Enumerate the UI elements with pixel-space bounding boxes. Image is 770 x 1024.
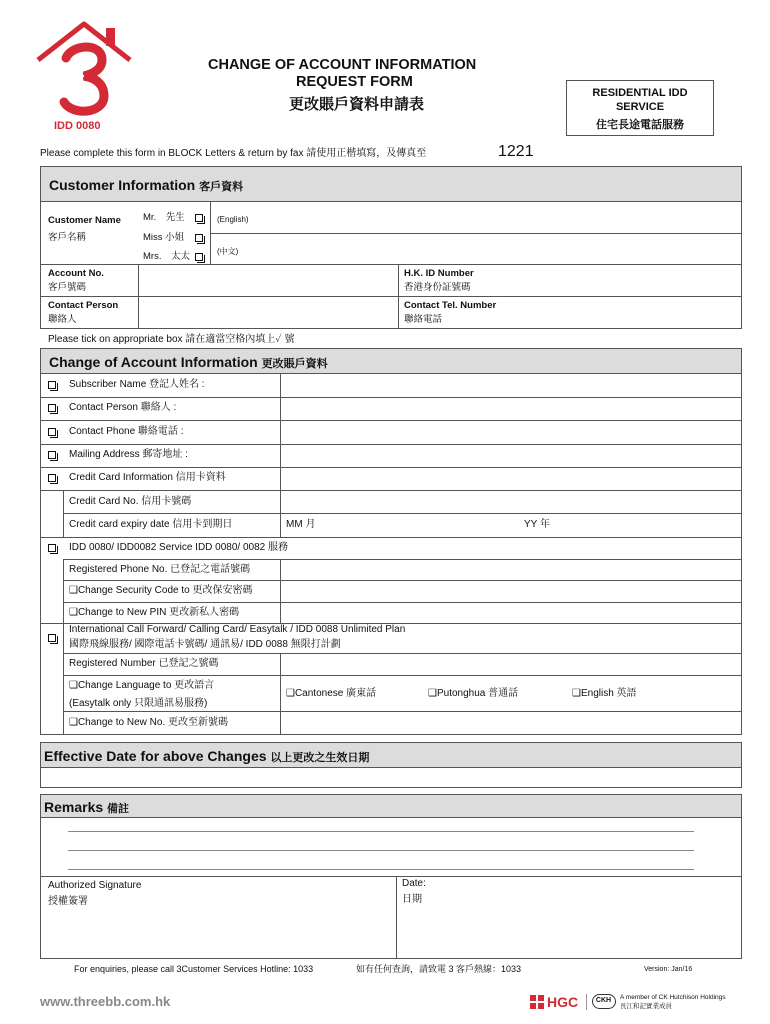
remarks-title-cn: 備註 xyxy=(107,803,130,815)
credit-card-no-field[interactable] xyxy=(281,491,741,512)
change-contact-person-label: Contact Person 聯絡人 : xyxy=(69,402,177,413)
expiry-year-field[interactable] xyxy=(556,514,740,536)
subscriber-name-label: Subscriber Name 登記人姓名 : xyxy=(69,379,205,390)
contact-tel-label: Contact Tel. Number xyxy=(404,300,497,311)
three-logo xyxy=(34,18,134,136)
form-title-cn: 更改賬戶資料申請表 xyxy=(289,96,425,113)
change-info-title: Change of Account Information xyxy=(49,354,258,370)
name-chinese-field-label: (中文) xyxy=(217,247,239,256)
service-label-en-2: SERVICE xyxy=(615,101,665,113)
ck-member-line2: 長江和記實業成員 xyxy=(620,1003,672,1010)
credit-card-info-label: Credit Card Information 信用卡資料 xyxy=(69,472,226,483)
tick-note: Please tick on appropriate box 請在適當空格內填上✓ 號 xyxy=(48,334,295,345)
fax-number: 1221 xyxy=(498,143,534,160)
effective-date-title-cn: 以上更改之生效日期 xyxy=(270,752,370,764)
date-label-cn: 日期 xyxy=(402,894,422,905)
expiry-month-label: MM 月 xyxy=(286,519,316,530)
remarks-title: Remarks xyxy=(44,799,104,815)
registered-phone-label: Registered Phone No. 已登記之電話號碼 xyxy=(69,564,251,575)
language-english-option[interactable]: ❑English 英語 xyxy=(572,688,637,699)
credit-card-no-label: Credit Card No. 信用卡號碼 xyxy=(69,496,192,507)
logo-brand-text: IDD 0080 xyxy=(54,120,101,132)
enquiry-hotline: For enquiries, please call 3Customer Services Hotline: 1033 xyxy=(74,964,314,974)
contact-phone-checkbox[interactable] xyxy=(48,428,56,436)
title-miss-label: Miss 小姐 xyxy=(143,232,185,243)
contact-phone-field[interactable] xyxy=(281,421,741,443)
intl-call-label-cn: 國際飛線服務/ 國際電話卡號碼/ 通訊易/ IDD 0088 無限打計劃 xyxy=(69,639,341,650)
customer-info-title-cn: 客戶資料 xyxy=(199,181,244,193)
language-cantonese-option[interactable]: ❑Cantonese 廣東話 xyxy=(286,688,377,699)
contact-person-label: Contact Person xyxy=(48,300,119,311)
new-number-option[interactable]: ❑Change to New No. 更改至新號碼 xyxy=(69,717,229,728)
registered-number-label: Registered Number 已登記之號碼 xyxy=(69,658,219,669)
ck-member-line1: A member of CK Hutchison Holdings xyxy=(620,994,726,1001)
customer-name-label: Customer Name xyxy=(48,215,121,226)
idd-service-label: IDD 0080/ IDD0082 Service IDD 0080/ 0082 服務 xyxy=(69,542,288,553)
subscriber-name-checkbox[interactable] xyxy=(48,381,56,389)
credit-expiry-label: Credit card expiry date 信用卡到期日 xyxy=(69,519,233,530)
change-info-title-cn: 更改賬戶資料 xyxy=(261,358,328,370)
subscriber-name-field[interactable] xyxy=(281,374,741,396)
contact-person-field[interactable] xyxy=(139,297,397,328)
change-info-header xyxy=(40,348,742,374)
expiry-month-field[interactable] xyxy=(320,514,510,536)
contact-person-label-cn: 聯絡人 xyxy=(48,314,77,325)
enquiry-hotline-cn: 如有任何查詢，請致電 3 客戶熱線：1033 xyxy=(356,964,522,974)
title-mr-label: Mr. 先生 xyxy=(143,212,185,223)
hkid-label-cn: 香港身份証號碼 xyxy=(404,282,471,293)
customer-info-header xyxy=(40,166,742,202)
intl-call-label-en: International Call Forward/ Calling Card/ Easytalk / IDD 0088 Unlimited Plan xyxy=(69,624,406,635)
remarks-line-3[interactable] xyxy=(68,869,694,870)
account-no-label-cn: 客戶號碼 xyxy=(48,282,87,293)
security-code-option[interactable]: ❑Change Security Code to 更改保安密碼 xyxy=(69,585,253,596)
remarks-line-2[interactable] xyxy=(68,850,694,851)
name-chinese-field[interactable] xyxy=(211,234,741,263)
signature-label: Authorized Signature xyxy=(48,880,142,891)
registered-phone-field[interactable] xyxy=(281,560,741,579)
signature-field[interactable] xyxy=(41,877,395,958)
change-language-option[interactable]: ❑Change Language to 更改語言 xyxy=(69,680,215,691)
contact-tel-label-cn: 聯絡電話 xyxy=(404,314,443,325)
account-no-label: Account No. xyxy=(48,268,104,279)
fill-instruction: Please complete this form in BLOCK Letters & return by fax 請使用正楷填寫，及傳真至 xyxy=(40,148,427,159)
new-pin-field[interactable] xyxy=(281,603,741,622)
new-pin-option[interactable]: ❑Change to New PIN 更改新私人密碼 xyxy=(69,607,240,618)
customer-info-title: Customer Information xyxy=(49,177,196,193)
hgc-logo xyxy=(530,993,586,1011)
hkid-label: H.K. ID Number xyxy=(404,268,474,279)
change-contact-person-field[interactable] xyxy=(281,398,741,419)
contact-person-checkbox[interactable] xyxy=(48,404,56,412)
hgc-logo-icon xyxy=(530,995,544,1009)
form-title-line1: CHANGE OF ACCOUNT INFORMATION xyxy=(208,57,477,73)
website-link[interactable]: www.threebb.com.hk xyxy=(40,994,171,1009)
security-code-field[interactable] xyxy=(281,581,741,601)
remarks-line-1[interactable] xyxy=(68,831,694,832)
hgc-logo-text: HGC xyxy=(547,994,579,1010)
customer-name-label-cn: 客戶名稱 xyxy=(48,232,87,243)
name-english-field-label: (English) xyxy=(217,215,249,224)
three-logo-mark xyxy=(34,18,134,118)
mailing-address-label: Mailing Address 郵寄地址 : xyxy=(69,449,188,460)
registered-number-field[interactable] xyxy=(281,654,741,674)
name-english-field[interactable] xyxy=(211,202,741,232)
form-title-line2: REQUEST FORM xyxy=(296,74,413,90)
idd-service-checkbox[interactable] xyxy=(48,544,56,552)
title-mrs-label: Mrs. 太太 xyxy=(143,251,190,262)
service-label-en-1: RESIDENTIAL IDD xyxy=(592,87,688,99)
contact-phone-label: Contact Phone 聯絡電話 : xyxy=(69,426,184,437)
signature-label-cn: 授權簽署 xyxy=(48,896,88,907)
effective-date-field[interactable] xyxy=(40,767,742,788)
date-label: Date: xyxy=(402,878,426,889)
account-no-field[interactable] xyxy=(139,265,397,295)
remarks-header xyxy=(40,794,742,818)
service-label-cn: 住宅長途電話服務 xyxy=(596,119,684,131)
effective-date-title: Effective Date for above Changes xyxy=(44,748,267,764)
mailing-address-field[interactable] xyxy=(281,445,741,466)
language-putonghua-option[interactable]: ❑Putonghua 普通話 xyxy=(428,688,519,699)
expiry-year-label: YY 年 xyxy=(524,519,550,530)
date-field[interactable] xyxy=(397,877,741,958)
title-mr-checkbox[interactable] xyxy=(195,214,203,222)
service-box xyxy=(566,80,714,136)
effective-date-header xyxy=(40,742,742,768)
intl-call-checkbox[interactable] xyxy=(48,634,56,642)
new-number-field[interactable] xyxy=(281,712,741,734)
title-miss-checkbox[interactable] xyxy=(195,234,203,242)
easytalk-only-note: (Easytalk only 只限通訊易服務) xyxy=(69,698,208,709)
credit-card-info-checkbox[interactable] xyxy=(48,474,56,482)
title-mrs-checkbox[interactable] xyxy=(195,253,203,261)
version-label: Version: Jan/16 xyxy=(644,966,693,973)
ckh-logo-icon: CKH xyxy=(592,994,616,1009)
mailing-address-checkbox[interactable] xyxy=(48,451,56,459)
